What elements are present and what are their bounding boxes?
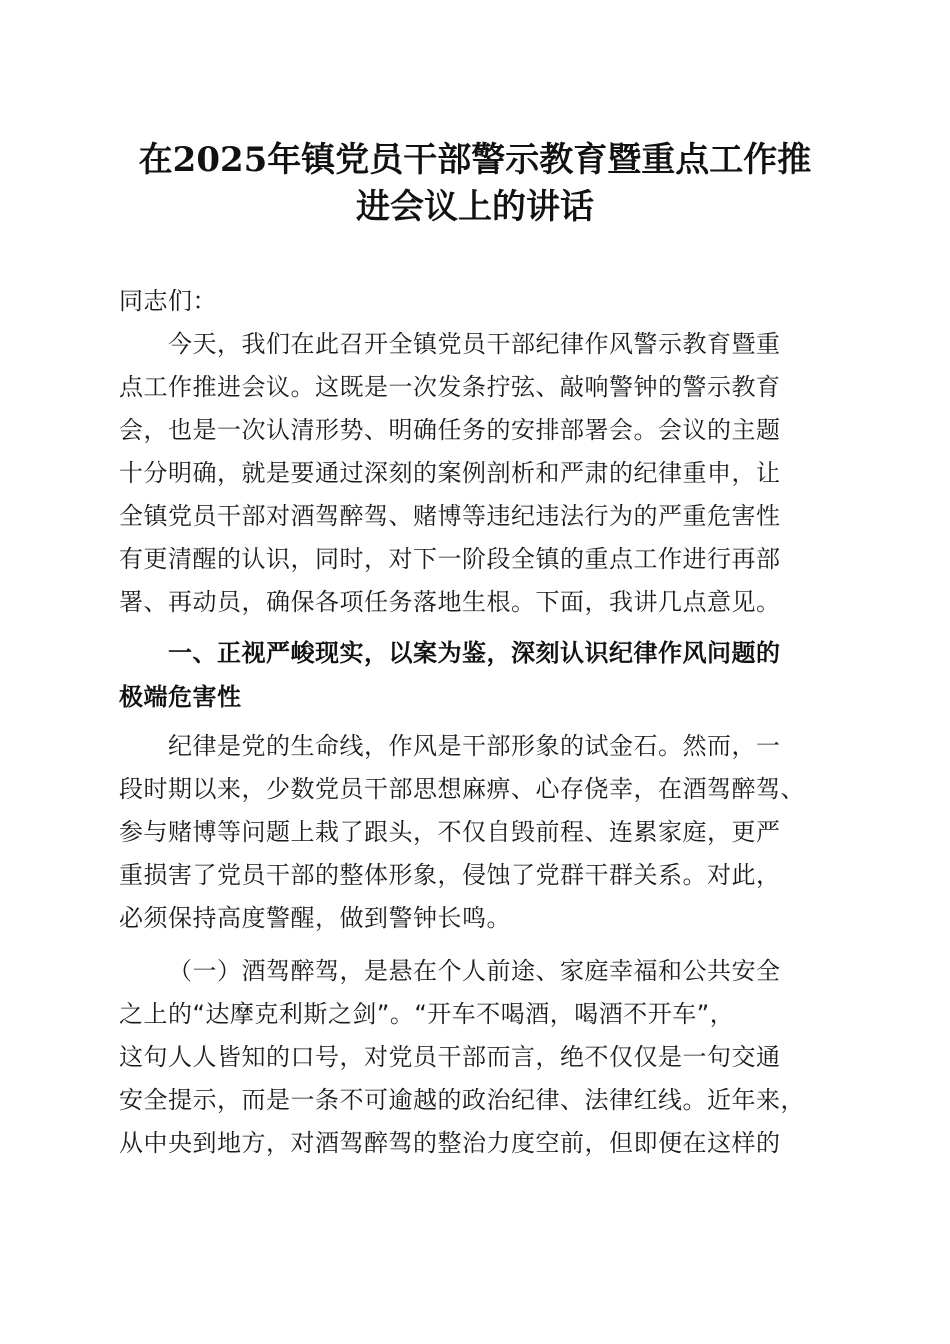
paragraph-line: 署、再动员，确保各项任务落地生根。下面，我讲几点意见。: [119, 588, 781, 616]
paragraph-line: 之上的“达摩克利斯之剑”。“开车不喝酒，喝酒不开车”，: [119, 1000, 735, 1028]
document-title-line-1: 在2025年镇党员干部警示教育暨重点工作推: [138, 140, 812, 180]
paragraph-line: 从中央到地方，对酒驾醉驾的整治力度空前，但即便在这样的: [119, 1129, 781, 1157]
paragraph-line: 这句人人皆知的口号，对党员干部而言，绝不仅仅是一句交通: [119, 1043, 781, 1071]
subsection-line: （一）酒驾醉驾，是悬在个人前途、家庭幸福和公共安全: [168, 957, 781, 985]
section-heading-1: 一、正视严峻现实，以案为鉴，深刻认识纪律作风问题的: [168, 639, 781, 667]
paragraph-line: 段时期以来，少数党员干部思想麻痹、心存侥幸，在酒驾醉驾、: [119, 775, 805, 803]
paragraph-line: 参与赌博等问题上栽了跟头，不仅自毁前程、连累家庭，更严: [119, 818, 781, 846]
paragraph-line: 点工作推进会议。这既是一次发条拧弦、敲响警钟的警示教育: [119, 373, 781, 401]
paragraph-line: 今天，我们在此召开全镇党员干部纪律作风警示教育暨重: [168, 330, 781, 358]
document-title-line-2: 进会议上的讲话: [356, 187, 594, 227]
paragraph-line: 有更清醒的认识，同时，对下一阶段全镇的重点工作进行再部: [119, 545, 781, 573]
paragraph-line: 会，也是一次认清形势、明确任务的安排部署会。会议的主题: [119, 416, 781, 444]
salutation: 同志们：: [119, 287, 217, 315]
paragraph-line: 必须保持高度警醒，做到警钟长鸣。: [119, 904, 511, 932]
paragraph-line: 重损害了党员干部的整体形象，侵蚀了党群干群关系。对此，: [119, 861, 781, 889]
paragraph-line: 十分明确，就是要通过深刻的案例剖析和严肃的纪律重申，让: [119, 459, 781, 487]
paragraph-line: 安全提示，而是一条不可逾越的政治纪律、法律红线。近年来，: [119, 1086, 805, 1114]
paragraph-line: 全镇党员干部对酒驾醉驾、赌博等违纪违法行为的严重危害性: [119, 502, 781, 530]
paragraph-line: 纪律是党的生命线，作风是干部形象的试金石。然而，一: [168, 732, 781, 760]
section-heading-1-continued: 极端危害性: [119, 683, 242, 711]
